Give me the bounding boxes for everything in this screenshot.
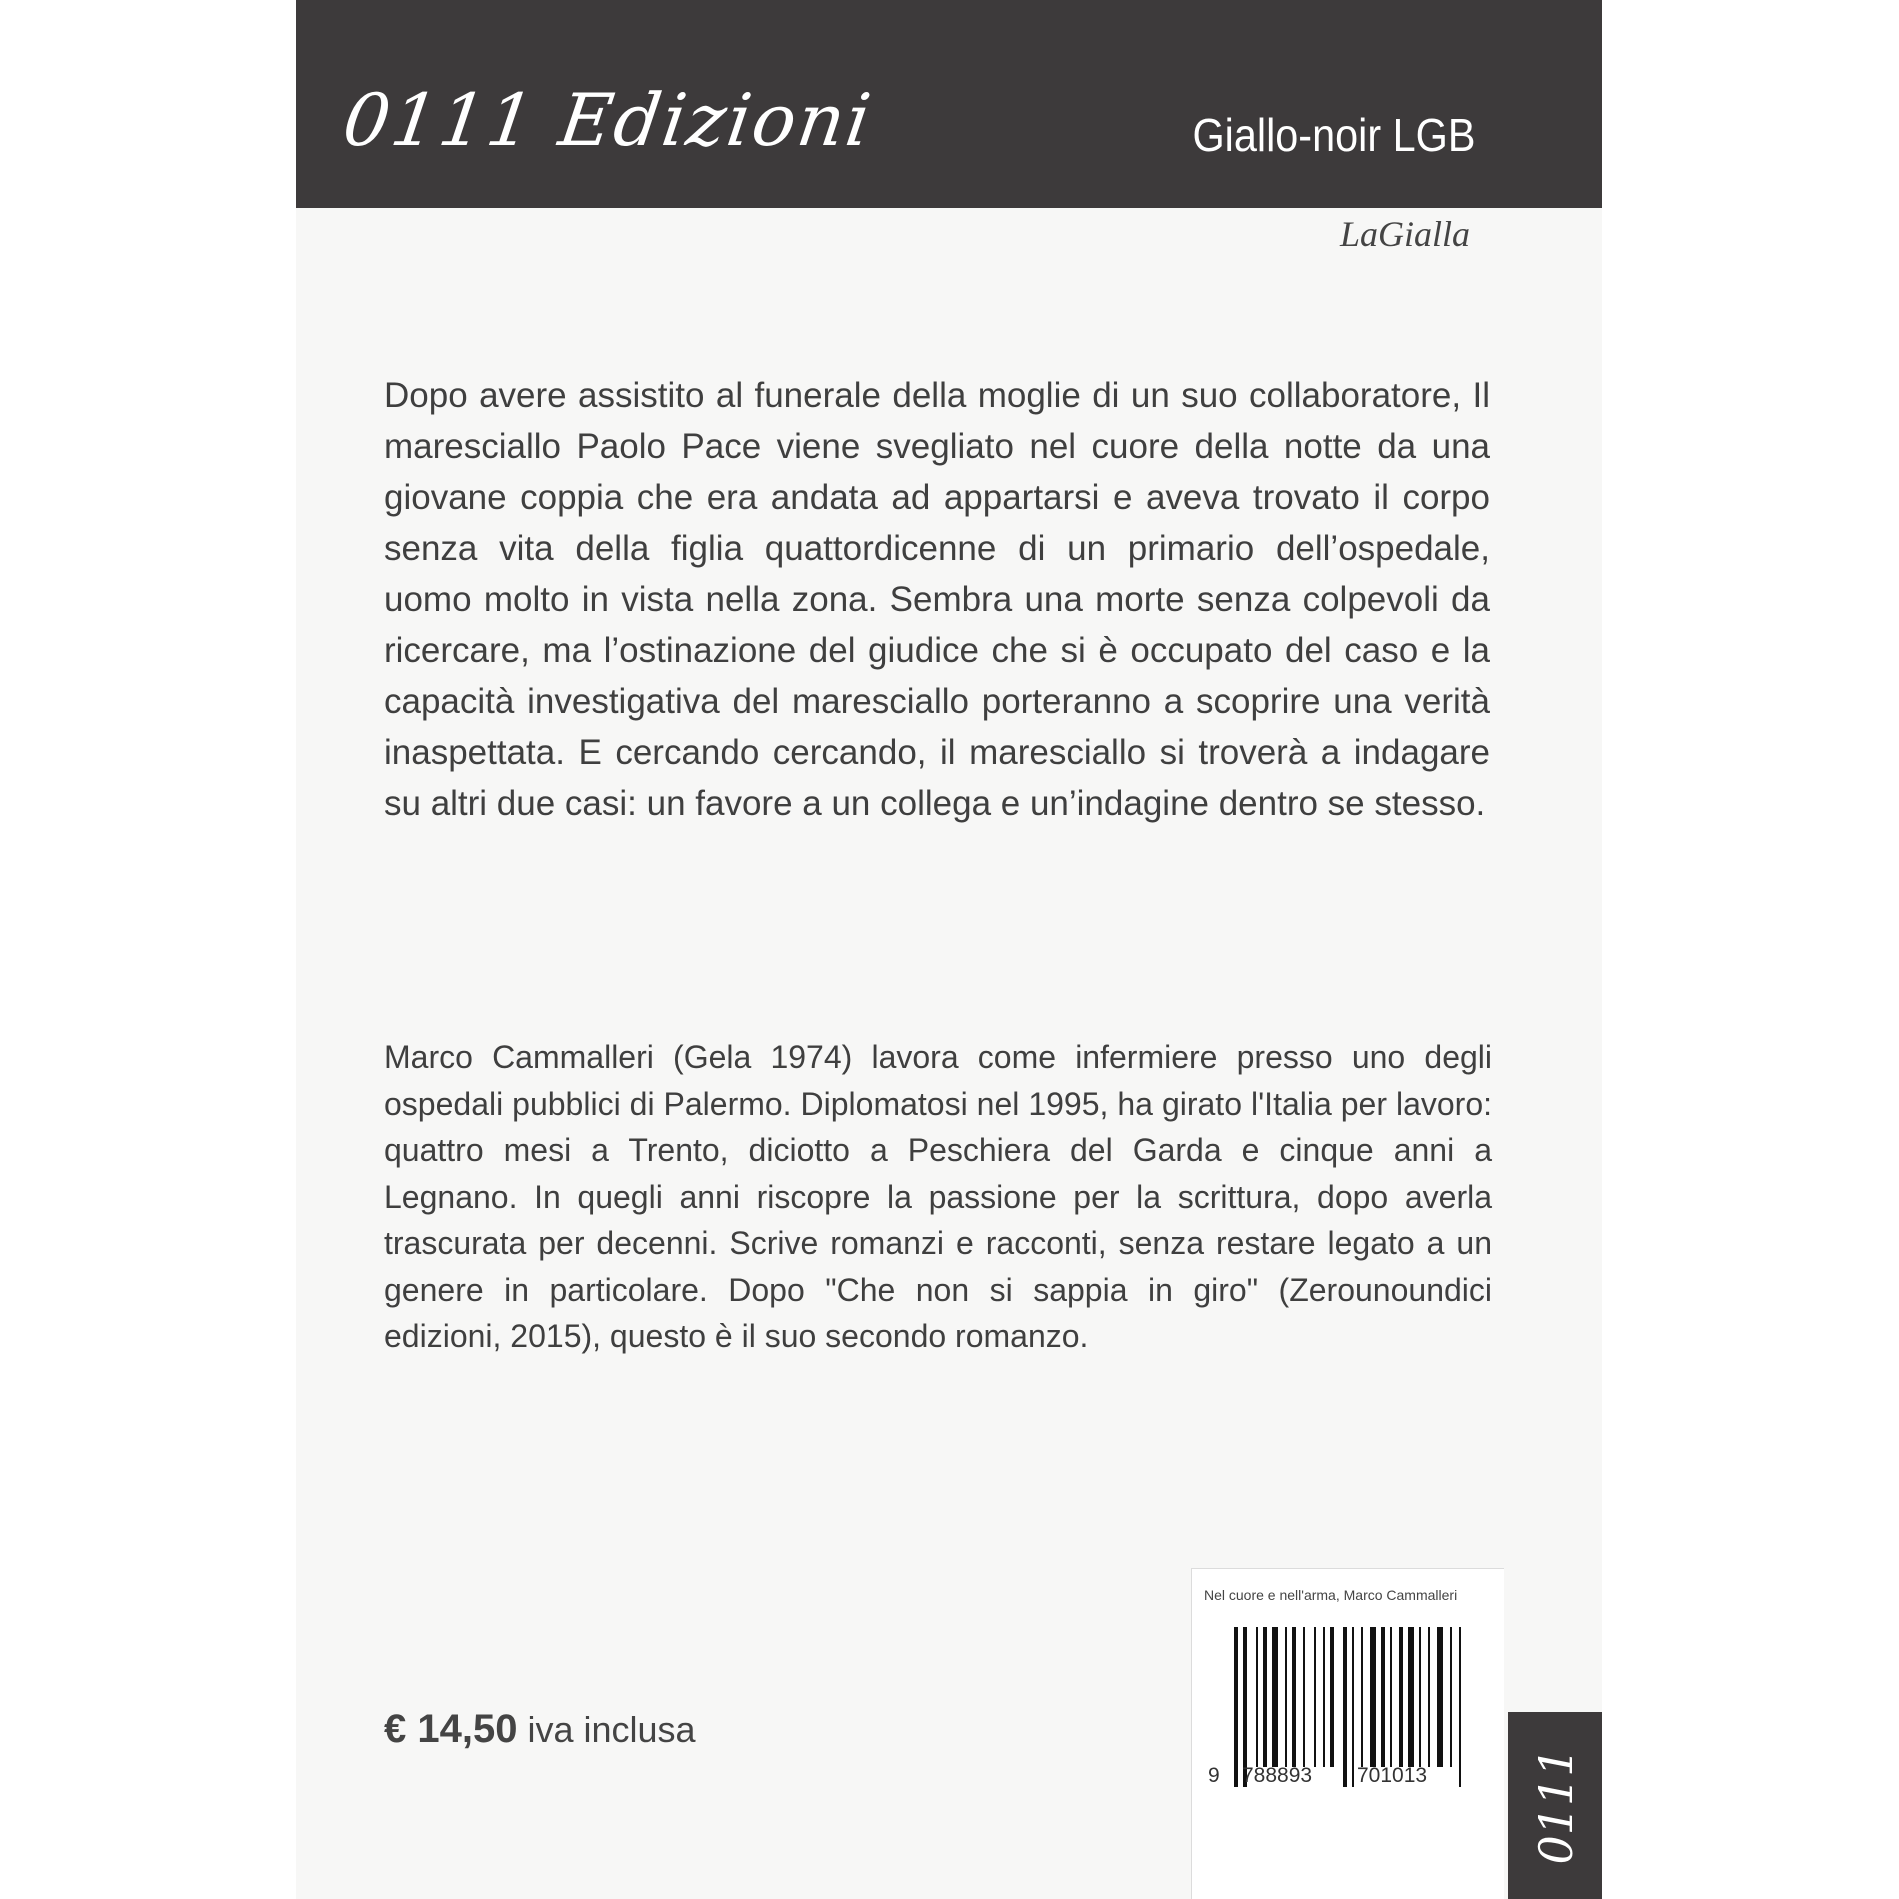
back-cover <box>296 0 1602 1899</box>
barcode-bar <box>1399 1627 1403 1767</box>
barcode-bar <box>1285 1627 1287 1767</box>
barcode-box <box>1191 1568 1504 1899</box>
barcode-bar <box>1314 1627 1316 1767</box>
barcode-bar <box>1419 1627 1421 1767</box>
barcode-bar <box>1256 1627 1258 1767</box>
spine-tab-logo: 0111 <box>1529 1747 1583 1865</box>
barcode-bar <box>1352 1627 1354 1787</box>
barcode-bar <box>1292 1627 1296 1767</box>
publisher-logo: 0111 Edizioni <box>338 78 878 162</box>
barcode-bar <box>1234 1627 1238 1787</box>
barcode-bar <box>1390 1627 1392 1767</box>
barcode-icon <box>1192 1627 1504 1797</box>
barcode-bar <box>1437 1627 1443 1767</box>
barcode-bar <box>1243 1627 1247 1787</box>
series-label: Giallo-noir LGB <box>1191 109 1475 161</box>
barcode-lead-digit: 9 <box>1208 1764 1220 1787</box>
header-band <box>296 0 1602 208</box>
author-bio: Marco Cammalleri (Gela 1974) lavora come infermiere presso uno degli ospedali pubblici di Palermo. Diplomatosi nel 1995, ha girato l'Italia per lavoro: quattro mesi a Trento, diciotto a Peschiera del Garda e cinque anni a Legnano. In quegli anni riscopre la passione per la scrittura, dopo averla trascurata per decenni. Scrive romanzi e racconti, senza restare legato a un genere in particolare. Dopo "Che non si sappia in giro" (Zerounoundici edizioni, 2015), questo è il suo secondo romanzo. <box>384 1039 1492 1354</box>
price-amount: € 14,50 <box>384 1707 518 1751</box>
barcode-bar <box>1272 1627 1278 1767</box>
barcode-bar <box>1263 1627 1267 1767</box>
barcode-caption: Nel cuore e nell'arma, Marco Cammalleri <box>1204 1587 1458 1603</box>
barcode-bar <box>1323 1627 1325 1767</box>
barcode-bar <box>1330 1627 1334 1767</box>
barcode-bar <box>1459 1627 1461 1787</box>
barcode-bar <box>1381 1627 1385 1767</box>
barcode-bar <box>1303 1627 1305 1767</box>
barcode-right-digits: 701013 <box>1357 1764 1428 1787</box>
barcode-bar <box>1370 1627 1376 1767</box>
synopsis-text: Dopo avere assistito al funerale della moglie di un suo collaboratore, Il maresciallo Paolo Pace viene svegliato nel cuore della notte da una giovane coppia che era andata ad appartarsi e aveva trovato il corpo senza vita della figlia quattordicenne di un primario dell’ospedale, uomo molto in vista nella zona. Sembra una morte senza colpevoli da ricercare, ma l’ostinazione del giudice che si è occupato del caso e la capacità investigativa del maresciallo porteranno a scoprire una verità inaspettata. E cercando cercando, il maresciallo si troverà a indagare su altri due casi: un favore a un collega e un’indagine dentro se stesso. <box>384 376 1490 823</box>
spine-tab <box>1508 1712 1602 1899</box>
barcode-bar <box>1343 1627 1347 1787</box>
price-note: iva inclusa <box>527 1709 696 1750</box>
price <box>384 1707 696 1752</box>
barcode-bar <box>1450 1627 1452 1767</box>
barcode-bar <box>1361 1627 1363 1767</box>
barcode-bar <box>1408 1627 1414 1767</box>
barcode-bar <box>1428 1627 1430 1767</box>
barcode-left-digits: 788893 <box>1242 1764 1313 1787</box>
collana-label: LaGialla <box>1339 214 1470 254</box>
